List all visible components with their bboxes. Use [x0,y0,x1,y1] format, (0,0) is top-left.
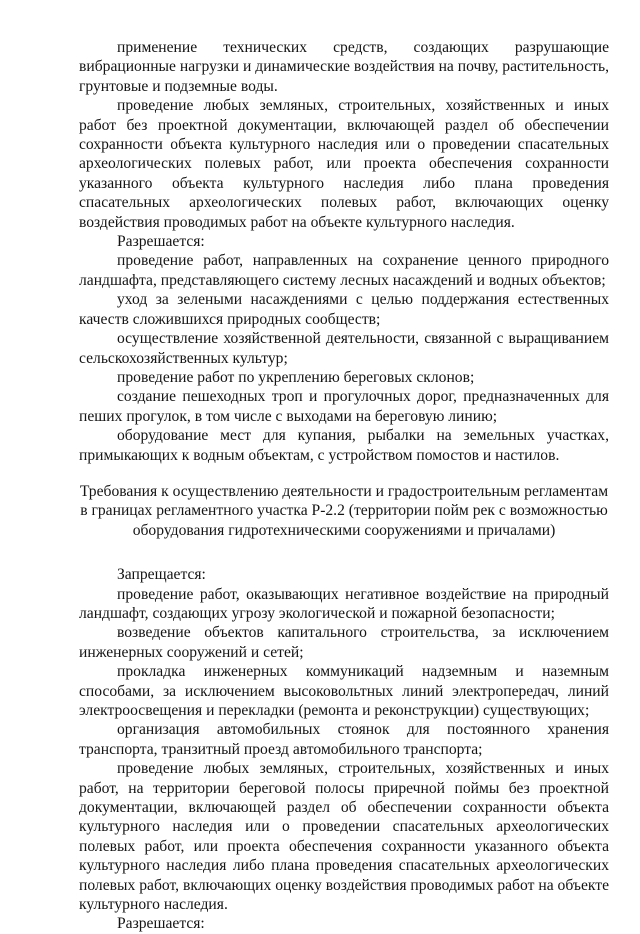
paragraph-prohibited-item: применение технических средств, создающих разрушающие вибрационные нагрузки и динамические воздействия на почву, растительность, грунтовые и подземные воды. [79,39,609,95]
paragraph-allowed-item: проведение работ по укреплению береговых склонов; [117,368,475,386]
paragraph-prohibited-item: проведение любых земляных, строительных, хозяйственных и иных работ без проектной документации, включающей раздел об обеспечении сохранности объекта культурного наследия или о проведении спасательных археологических полевых работ, или проекта обеспечения сохранности указанного объекта культурного наследия либо плана проведения спасательных археологических полевых работ, включающих оценку воздействия проводимых работ на объекте культурного наследия. [79,97,609,231]
paragraph-prohibited-item: возведение объектов капитального строительства, за исключением инженерных сооружений и сетей; [79,624,609,661]
spacer [79,540,609,565]
spacer [79,465,609,482]
paragraph-prohibited-item: организация автомобильных стоянок для постоянного хранения транспорта, транзитный проезд автомобильного транспорта; [79,721,609,758]
paragraph-allowed-item: создание пешеходных троп и прогулочных дорог, предназначенных для пеших прогулок, в том числе с выходами на береговую линию; [79,388,609,425]
allowed-heading: Разрешается: [117,233,205,251]
section-heading-line: в границах регламентного участка Р-2.2 (территории пойм рек с возможностью [80,502,608,520]
paragraph-allowed-item: уход за зелеными насаждениями с целью поддержания естественных качеств сложившихся природных сообществ; [79,291,609,328]
document-page [79,38,609,934]
prohibited-heading: Запрещается: [117,566,206,584]
allowed-heading: Разрешается: [117,915,205,933]
section-heading [79,482,609,540]
paragraph-prohibited-item: проведение работ, оказывающих негативное воздействие на природный ландшафт, создающих угрозу экологической и пожарной безопасности; [79,585,609,622]
paragraph-allowed-item: оборудование мест для купания, рыбалки на земельных участках, примыкающих к водным объектам, с устройством помостов и настилов. [79,427,609,464]
paragraph-allowed-item: проведение работ, направленных на сохранение ценного природного ландшафта, представляющего систему лесных насаждений и водных объектов; [79,252,609,289]
paragraph-prohibited-item: прокладка инженерных коммуникаций надземным и наземным способами, за исключением высоковольтных линий электропередач, линий электроосвещения и перекладки (ремонта и реконструкции) существующих; [79,663,609,719]
paragraph-allowed-item: осуществление хозяйственной деятельности, связанной с выращиванием сельскохозяйственных культур; [79,330,609,367]
section-heading-line: оборудования гидротехническими сооружениями и причалами) [132,521,556,539]
paragraph-prohibited-item: проведение любых земляных, строительных, хозяйственных и иных работ, на территории береговой полосы приречной поймы без проектной документации, включающей раздел об обеспечении сохранности объекта культурного наследия или о проведении спасательных археологических полевых работ, или проекта обеспечения сохранности указанного объекта культурного наследия либо плана проведения спасательных археологических полевых работ, включающих оценку воздействия проводимых работ на объекте культурного наследия. [79,760,609,914]
section-heading-line: Требования к осуществлению деятельности и градостроительным регламентам [79,482,609,500]
